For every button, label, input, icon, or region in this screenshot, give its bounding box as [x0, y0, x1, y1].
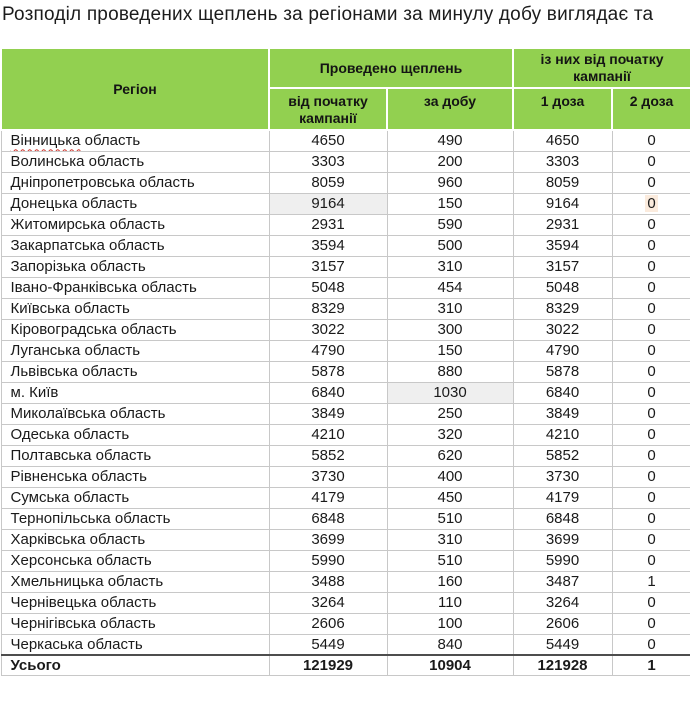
value-cell: 3594	[269, 235, 387, 256]
value-cell: 454	[387, 277, 513, 298]
value-cell: 450	[387, 487, 513, 508]
value-cell: 0	[612, 277, 690, 298]
value-cell: 200	[387, 151, 513, 172]
value-cell: 0	[612, 382, 690, 403]
column-header-campaign-total: від початку кампанії	[269, 88, 387, 130]
total-label: Усього	[1, 655, 269, 675]
value-cell: 3303	[513, 151, 612, 172]
column-header-dose-2: 2 доза	[612, 88, 690, 130]
value-cell: 4790	[513, 340, 612, 361]
value-cell: 510	[387, 550, 513, 571]
region-name: Черкаська область	[1, 634, 269, 655]
value-cell: 250	[387, 403, 513, 424]
total-dose1-value: 121928	[513, 655, 612, 675]
value-cell: 310	[387, 256, 513, 277]
table-header	[1, 48, 690, 130]
value-cell: 0	[612, 214, 690, 235]
value-cell: 6840	[513, 382, 612, 403]
value-cell: 2931	[269, 214, 387, 235]
value-cell: 110	[387, 592, 513, 613]
value-cell: 5048	[269, 277, 387, 298]
table-row	[1, 382, 690, 403]
table-row	[1, 151, 690, 172]
value-cell: 4650	[513, 130, 612, 151]
value-cell: 3730	[269, 466, 387, 487]
value-cell: 500	[387, 235, 513, 256]
value-cell: 6848	[513, 508, 612, 529]
value-cell: 8059	[269, 172, 387, 193]
total-dose2-value: 1	[612, 655, 690, 675]
value-cell: 0	[612, 592, 690, 613]
total-per-day-value: 10904	[387, 655, 513, 675]
value-cell: 5449	[513, 634, 612, 655]
value-cell: 5048	[513, 277, 612, 298]
value-cell: 3699	[269, 529, 387, 550]
value-cell: 3157	[269, 256, 387, 277]
table-row	[1, 529, 690, 550]
region-name: Сумська область	[1, 487, 269, 508]
region-name: Донецька область	[1, 193, 269, 214]
value-cell: 3699	[513, 529, 612, 550]
value-cell: 4179	[269, 487, 387, 508]
value-cell: 510	[387, 508, 513, 529]
spellcheck-underlined-word: Вінницька	[10, 132, 81, 150]
value-cell: 0	[612, 466, 690, 487]
value-cell: 0	[612, 529, 690, 550]
value-cell: 0	[612, 445, 690, 466]
value-cell: 310	[387, 529, 513, 550]
value-cell: 0	[612, 256, 690, 277]
region-name: Вінницька область	[1, 130, 269, 151]
table-row	[1, 466, 690, 487]
value-cell: 100	[387, 613, 513, 634]
value-cell: 0	[612, 361, 690, 382]
region-name: Полтавська область	[1, 445, 269, 466]
value-cell: 3264	[513, 592, 612, 613]
value-cell: 490	[387, 130, 513, 151]
value-cell: 620	[387, 445, 513, 466]
value-cell: 3849	[269, 403, 387, 424]
value-cell: 2606	[513, 613, 612, 634]
value-cell	[612, 193, 690, 214]
value-cell: 0	[612, 424, 690, 445]
value-cell: 8329	[269, 298, 387, 319]
total-campaign-value: 121929	[269, 655, 387, 675]
region-name: Київська область	[1, 298, 269, 319]
value-cell: 310	[387, 298, 513, 319]
region-name: Івано-Франківська область	[1, 277, 269, 298]
table-row	[1, 193, 690, 214]
table-row	[1, 361, 690, 382]
value-cell: 0	[612, 550, 690, 571]
value-cell: 5449	[269, 634, 387, 655]
table-row	[1, 172, 690, 193]
region-name: Львівська область	[1, 361, 269, 382]
value-cell: 5852	[269, 445, 387, 466]
table-row	[1, 571, 690, 592]
table-row	[1, 634, 690, 655]
value-cell: 0	[612, 634, 690, 655]
column-group-vaccinations-performed: Проведено щеплень	[269, 48, 513, 88]
value-cell: 5990	[269, 550, 387, 571]
region-name: Закарпатська область	[1, 235, 269, 256]
region-name: Чернігівська область	[1, 613, 269, 634]
value-cell: 4210	[513, 424, 612, 445]
value-cell: 4650	[269, 130, 387, 151]
value-cell: 880	[387, 361, 513, 382]
region-name: Волинська область	[1, 151, 269, 172]
value-cell: 0	[612, 403, 690, 424]
value-cell: 6848	[269, 508, 387, 529]
column-group-since-campaign-start: із них від початку кампанії	[513, 48, 690, 88]
value-cell: 5878	[269, 361, 387, 382]
value-cell: 0	[612, 151, 690, 172]
value-cell: 300	[387, 319, 513, 340]
value-cell: 4179	[513, 487, 612, 508]
region-name: Рівненська область	[1, 466, 269, 487]
value-cell: 0	[612, 298, 690, 319]
highlighted-value: 0	[647, 195, 656, 212]
region-name: Житомирська область	[1, 214, 269, 235]
table-row	[1, 298, 690, 319]
table-row	[1, 403, 690, 424]
region-name: Хмельницька область	[1, 571, 269, 592]
region-name: Луганська область	[1, 340, 269, 361]
column-header-region: Регіон	[1, 48, 269, 130]
region-name: Дніпропетровська область	[1, 172, 269, 193]
table-row	[1, 130, 690, 151]
value-cell: 3022	[513, 319, 612, 340]
table-row	[1, 256, 690, 277]
table-body	[1, 130, 690, 655]
table-footer	[1, 655, 690, 675]
region-name: Миколаївська область	[1, 403, 269, 424]
value-cell: 2606	[269, 613, 387, 634]
table-row	[1, 550, 690, 571]
value-cell: 0	[612, 508, 690, 529]
value-cell: 840	[387, 634, 513, 655]
value-cell: 2931	[513, 214, 612, 235]
table-row	[1, 277, 690, 298]
value-cell: 320	[387, 424, 513, 445]
column-header-per-day: за добу	[387, 88, 513, 130]
value-cell: 0	[612, 235, 690, 256]
value-cell: 5990	[513, 550, 612, 571]
vaccination-table	[0, 47, 690, 676]
value-cell: 9164	[513, 193, 612, 214]
value-cell: 4210	[269, 424, 387, 445]
value-cell: 400	[387, 466, 513, 487]
region-name: м. Київ	[1, 382, 269, 403]
table-row	[1, 214, 690, 235]
value-cell: 3730	[513, 466, 612, 487]
value-cell: 150	[387, 340, 513, 361]
region-name: Чернівецька область	[1, 592, 269, 613]
table-row	[1, 445, 690, 466]
value-cell: 960	[387, 172, 513, 193]
table-row	[1, 235, 690, 256]
region-name: Одеська область	[1, 424, 269, 445]
table-row	[1, 613, 690, 634]
region-name: Харківська область	[1, 529, 269, 550]
table-row	[1, 592, 690, 613]
value-cell: 9164	[269, 193, 387, 214]
value-cell: 3594	[513, 235, 612, 256]
table-row	[1, 340, 690, 361]
value-cell: 590	[387, 214, 513, 235]
value-cell: 1	[612, 571, 690, 592]
region-name: Херсонська область	[1, 550, 269, 571]
value-cell: 5878	[513, 361, 612, 382]
value-cell: 3157	[513, 256, 612, 277]
value-cell: 3488	[269, 571, 387, 592]
value-cell: 3487	[513, 571, 612, 592]
value-cell: 3264	[269, 592, 387, 613]
value-cell: 3022	[269, 319, 387, 340]
table-row	[1, 424, 690, 445]
region-name: Запорізька область	[1, 256, 269, 277]
value-cell: 0	[612, 340, 690, 361]
value-cell: 3849	[513, 403, 612, 424]
total-row	[1, 655, 690, 675]
table-row	[1, 319, 690, 340]
column-header-dose-1: 1 доза	[513, 88, 612, 130]
table-row	[1, 487, 690, 508]
value-cell: 8059	[513, 172, 612, 193]
table-row	[1, 508, 690, 529]
value-cell: 3303	[269, 151, 387, 172]
value-cell: 150	[387, 193, 513, 214]
value-cell: 8329	[513, 298, 612, 319]
value-cell: 6840	[269, 382, 387, 403]
value-cell: 0	[612, 319, 690, 340]
value-cell: 1030	[387, 382, 513, 403]
page-title: Розподіл проведених щеплень за регіонами за минулу добу виглядає та	[2, 4, 654, 25]
value-cell: 0	[612, 172, 690, 193]
value-cell: 0	[612, 130, 690, 151]
region-name: Тернопільська область	[1, 508, 269, 529]
value-cell: 0	[612, 487, 690, 508]
value-cell: 4790	[269, 340, 387, 361]
value-cell: 160	[387, 571, 513, 592]
value-cell: 5852	[513, 445, 612, 466]
region-name: Кіровоградська область	[1, 319, 269, 340]
value-cell: 0	[612, 613, 690, 634]
